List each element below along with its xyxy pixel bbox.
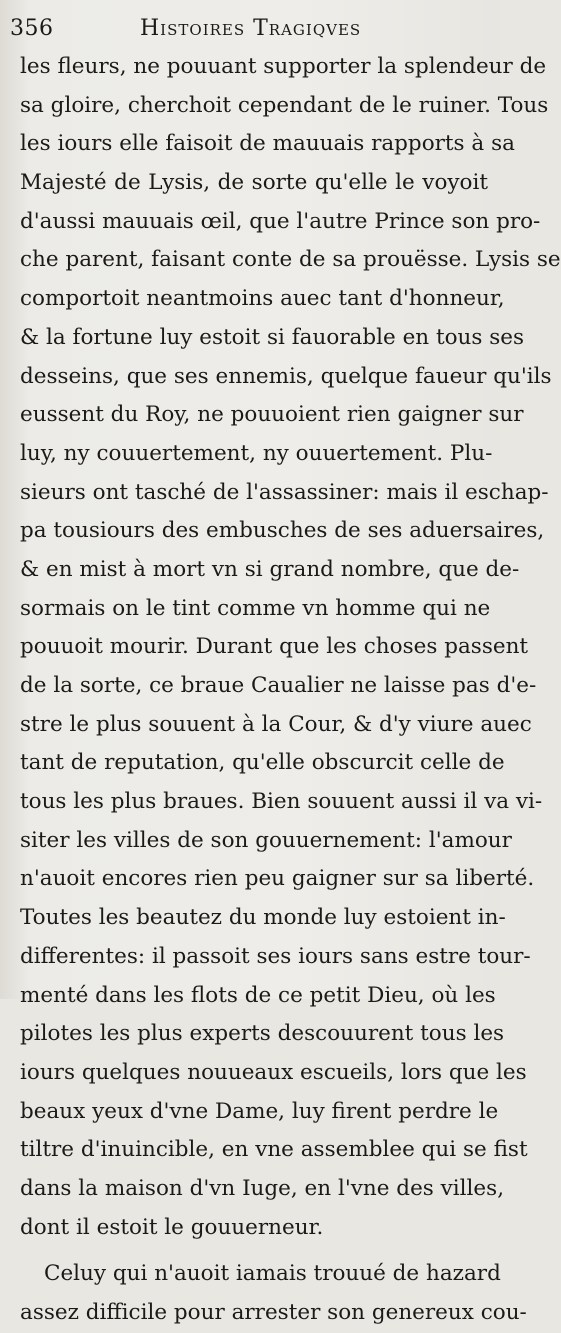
- text-line: siter les villes de son gouuernement: l'amour: [20, 827, 512, 853]
- text-line: pouuoit mourir. Durant que les choses passent: [20, 634, 529, 660]
- text-line: n'auoit encores rien peu gaigner sur sa liberté.: [20, 866, 535, 892]
- text-line: stre le plus souuent à la Cour, & d'y viure auec: [20, 711, 532, 737]
- text-line: d'aussi mauuais œil, que l'autre Prince son pro-: [20, 208, 541, 234]
- text-line: dans la maison d'vn Iuge, en l'vne des villes,: [20, 1175, 505, 1201]
- text-line: dont il estoit le gouuerneur.: [20, 1214, 324, 1240]
- text-line: che parent, faisant conte de sa prouësse. Lysis se: [20, 247, 561, 273]
- text-line: pilotes les plus experts descouurent tous les: [20, 1021, 505, 1047]
- text-line: sieurs ont tasché de l'assassiner: mais il eschap-: [20, 479, 549, 505]
- text-line: luy, ny couuertement, ny ouuertement. Plu-: [20, 440, 493, 466]
- text-line: comportoit neantmoins auec tant d'honneur,: [20, 286, 505, 312]
- text-line: & en mist à mort vn si grand nombre, que de-: [20, 556, 520, 582]
- text-line: tous les plus braues. Bien souuent aussi il va vi-: [20, 789, 543, 815]
- text-line: iours quelques nouueaux escueils, lors que les: [20, 1059, 527, 1085]
- text-line: desseins, que ses ennemis, quelque faueur qu'ils: [20, 363, 552, 389]
- body-text: [20, 48, 561, 1333]
- text-line: beaux yeux d'vne Dame, luy firent perdre le: [20, 1098, 499, 1124]
- page-header: [10, 14, 482, 44]
- text-line: eussent du Roy, ne pouuoient rien gaigner sur: [20, 402, 524, 428]
- text-line: & la fortune luy estoit si fauorable en tous ses: [20, 324, 525, 350]
- text-line: Majesté de Lysis, de sorte qu'elle le voyoit: [20, 170, 488, 196]
- text-line: les fleurs, ne pouuant supporter la splendeur de: [20, 54, 547, 79]
- text-line: sa gloire, cherchoit cependant de le ruiner. Tous: [20, 92, 549, 118]
- text-line: Toutes les beautez du monde luy estoient in-: [20, 905, 506, 931]
- text-line: differentes: il passoit ses iours sans estre tour-: [20, 943, 531, 969]
- text-line: les iours elle faisoit de mauuais rapports à sa: [20, 131, 515, 157]
- text-line: menté dans les flots de ce petit Dieu, où les: [20, 982, 496, 1008]
- running-title: Histoires Tragiqves: [140, 16, 362, 41]
- text-line: tant de reputation, qu'elle obscurcit celle de: [20, 750, 505, 776]
- text-line: tiltre d'inuincible, en vne assemblee qui se fist: [20, 1137, 528, 1163]
- text-line: sormais on le tint comme vn homme qui ne: [20, 595, 491, 621]
- paragraph-start-line: Celuy qui n'auoit iamais trouué de hazard: [44, 1261, 501, 1287]
- text-line: de la sorte, ce braue Caualier ne laisse pas d'e-: [20, 673, 537, 698]
- text-line: pa tousiours des embusches de ses aduersaires,: [20, 518, 545, 544]
- text-line: assez difficile pour arrester son genereux cou-: [20, 1300, 527, 1325]
- page-number: 356: [10, 16, 54, 41]
